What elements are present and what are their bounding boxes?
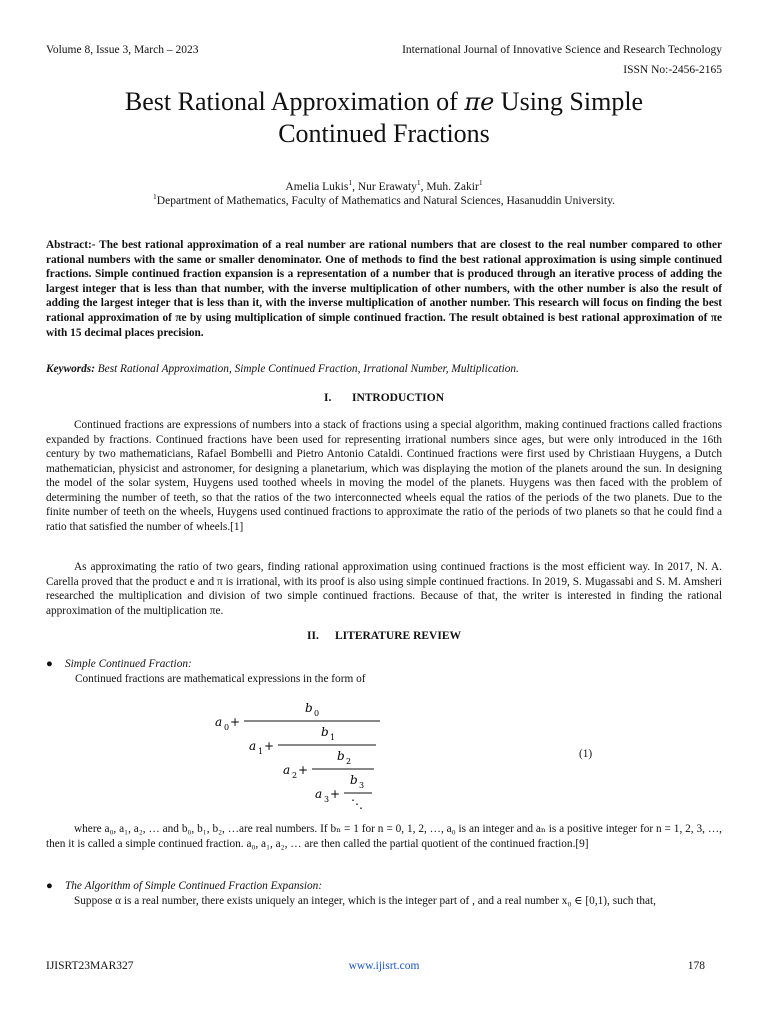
cf-sub: 2 bbox=[292, 771, 298, 780]
title-math: πe bbox=[464, 88, 495, 116]
author-name: Amelia Lukis bbox=[285, 181, 349, 193]
section-heading-introduction bbox=[40, 392, 728, 404]
cf-sub: 3 bbox=[324, 795, 330, 804]
equation-number: (1) bbox=[579, 748, 593, 760]
section-heading-literature-review bbox=[40, 630, 728, 642]
cf-sub: 0 bbox=[224, 723, 230, 732]
section-title: INTRODUCTION bbox=[351, 392, 444, 404]
header-volume: Volume 8, Issue 3, March – 2023 bbox=[46, 44, 199, 56]
cf-b0: b bbox=[305, 701, 313, 715]
cf-plus: + bbox=[264, 739, 275, 753]
cf-a2: a bbox=[283, 763, 291, 777]
cf-sub: 1 bbox=[258, 747, 264, 756]
keywords-label: Keywords: bbox=[46, 363, 95, 375]
affiliation-mark: 1 bbox=[416, 178, 421, 188]
cf-sub: 2 bbox=[346, 757, 352, 766]
bullet-icon: ● bbox=[46, 658, 53, 670]
bullet-description: Continued fractions are mathematical expressions in the form of bbox=[75, 673, 366, 685]
bullet-algorithm bbox=[46, 880, 322, 892]
intro-paragraph-1: Continued fractions are expressions of numbers into a stack of fractions using a special algorithm, making continued fractions called fractions expanded by fractions. Continued fractions have been used for representing irrational numbers since ages, but were only introduced in the 16th century by two mathematicians, Rafael Bombelli and Pietro Antonio Cataldi. Continued fractions were first used by Christiaan Huygens, a Dutch mathematician, physicist and astronomer, for designing a planetarium, which was displaying the motion of the planets around the sun. In designing the model of the solar system, Huygens used toothed wheels in moving the model of the planets. Huygens was then faced with the problem of determining the number of teeth, so that the ratios of the two interconnected wheels equal the ratios of the periods of the two planets. Due to the finite number of teeth on the wheels, Huygens used continued fractions to approximate the ratio of the periods of two planets so that he could find a ratio that satisfied the number of wheels.[1] bbox=[46, 419, 722, 533]
footer-page-number: 178 bbox=[687, 960, 705, 972]
affiliation-mark: 1 bbox=[153, 192, 157, 202]
cf-dots: ⋱ bbox=[351, 797, 363, 810]
bullet-label: Simple Continued Fraction: bbox=[65, 658, 192, 670]
affiliation-mark: 1 bbox=[478, 178, 483, 188]
header-issn: ISSN No:-2456-2165 bbox=[623, 64, 722, 76]
section-number: II. bbox=[307, 630, 319, 642]
cf-b1: b bbox=[321, 725, 329, 739]
cf-sub: 0 bbox=[314, 709, 320, 718]
cf-a3: a bbox=[315, 787, 323, 801]
author-list bbox=[40, 178, 728, 193]
author-separator: , bbox=[352, 181, 358, 193]
footer-paper-id: IJISRT23MAR327 bbox=[46, 960, 134, 972]
author-name: Nur Erawaty bbox=[357, 181, 417, 193]
title-line1-post: Using Simple bbox=[494, 87, 644, 116]
bullet-icon: ● bbox=[46, 880, 53, 892]
affiliation bbox=[40, 192, 728, 207]
cf-sub: 3 bbox=[359, 781, 365, 790]
cf-plus: + bbox=[298, 763, 309, 777]
cf-plus: + bbox=[230, 715, 241, 729]
keywords bbox=[46, 363, 722, 375]
footer-url-link[interactable]: www.ijisrt.com bbox=[348, 960, 420, 972]
keywords-text: Best Rational Approximation, Simple Continued Fraction, Irrational Number, Multiplication. bbox=[94, 363, 519, 375]
cf-plus: + bbox=[330, 787, 341, 801]
algorithm-paragraph: Suppose α is a real number, there exists uniquely an integer, which is the integer part of , and a real number x₀ ∈ [0,1), such that, bbox=[74, 895, 656, 907]
cf-a0: a bbox=[215, 715, 223, 729]
title-line2: Continued Fractions bbox=[278, 119, 490, 148]
author-name: Muh. Zakir bbox=[426, 181, 479, 193]
cf-b3: b bbox=[350, 773, 358, 787]
author-separator: , bbox=[420, 181, 427, 193]
continued-fraction-definition: where a₀, a₁, a₂, … and b₀, b₁, b₂, …are real numbers. If bₙ = 1 for n = 0, 1, 2, …, a₀ is an integer and aₙ is a positive integer for n = 1, 2, 3, …, then it is called a simple continued fraction. a₀, a₁, a₂, … are then called the partial quotient of the continued fraction.[9] bbox=[46, 823, 722, 850]
cf-b2: b bbox=[337, 749, 345, 763]
abstract: Abstract:- The best rational approximation of a real number are rational numbers that are closest to the real number compared to other rational numbers with the same or smaller denominator. One of methods to find the best rational approximation is using simple continued fractions. Simple continued fraction expansion is a representation of a number that is produced through an iterative process of adding the largest integer that is less than that number, with the inverse multiplication of other numbers, with the other number is also the result of adding the largest integer that is less than it, with the inverse multiplication of another number. This research will focus on finding the best rational approximation of πe by using multiplication of simple continued fraction. The result obtained is best rational approximation of πe with 15 decimal places precision. bbox=[46, 239, 722, 339]
intro-paragraph-2: As approximating the ratio of two gears, finding rational approximation using continued fractions is the most efficient way. In 2017, N. A. Carella proved that the product e and π is irrational, with its proof is also using simple continued fractions. In 2019, S. Mugassabi and S. M. Amsheri researched the multiplication and division of two simple continued fractions. Because of that, the writer is interested in finding the rational approximation of the multiplication πe. bbox=[46, 561, 722, 617]
continued-fraction-equation bbox=[200, 700, 400, 810]
bullet-label: The Algorithm of Simple Continued Fraction Expansion: bbox=[65, 880, 323, 892]
affiliation-mark: 1 bbox=[348, 178, 353, 188]
section-number: I. bbox=[323, 392, 332, 404]
department-text: Department of Mathematics, Faculty of Mathematics and Natural Sciences, Hasanuddin University. bbox=[156, 195, 615, 207]
bullet-simple-continued-fraction bbox=[46, 658, 192, 670]
section-title: LITERATURE REVIEW bbox=[335, 630, 461, 642]
cf-a1: a bbox=[249, 739, 257, 753]
paper-title bbox=[40, 86, 728, 150]
cf-sub: 1 bbox=[330, 733, 336, 742]
title-line1-pre: Best Rational Approximation of bbox=[124, 87, 465, 116]
header-journal: International Journal of Innovative Science and Research Technology bbox=[402, 44, 722, 56]
